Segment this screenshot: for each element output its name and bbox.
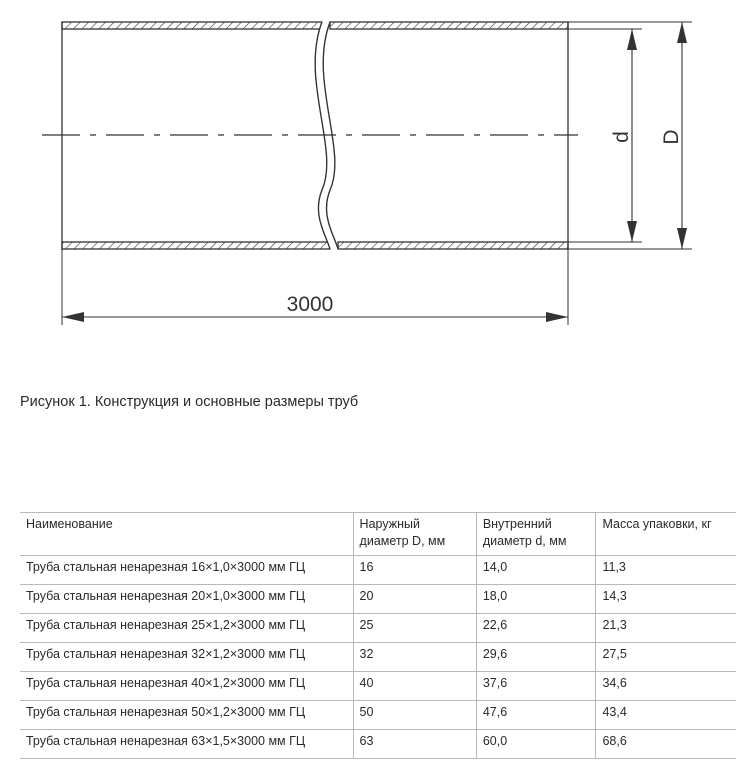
cell-name: Труба стальная ненарезная 16×1,0×3000 мм ГЦ: [20, 556, 353, 585]
cell-name: Труба стальная ненарезная 40×1,2×3000 мм ГЦ: [20, 672, 353, 701]
cell-outer-diameter: 63: [353, 730, 476, 759]
pipe-bottom-wall-left: [62, 242, 330, 249]
cell-outer-diameter: 50: [353, 701, 476, 730]
pipe-top-wall-right: [330, 22, 568, 29]
pipe-spec-table: [20, 512, 736, 759]
table-header-row: [20, 513, 736, 556]
table-row: [20, 730, 736, 759]
outer-diameter-label: D: [660, 129, 683, 145]
cell-package-mass: 27,5: [596, 643, 736, 672]
cell-name: Труба стальная ненарезная 25×1,2×3000 мм ГЦ: [20, 614, 353, 643]
cell-package-mass: 14,3: [596, 585, 736, 614]
header-outer-diameter: Наружный диаметр D, мм: [353, 513, 476, 556]
cell-package-mass: 21,3: [596, 614, 736, 643]
cell-name: Труба стальная ненарезная 63×1,5×3000 мм ГЦ: [20, 730, 353, 759]
table-row: [20, 701, 736, 730]
cell-name: Труба стальная ненарезная 20×1,0×3000 мм ГЦ: [20, 585, 353, 614]
cell-inner-diameter: 47,6: [476, 701, 596, 730]
cell-package-mass: 11,3: [596, 556, 736, 585]
table-row: [20, 672, 736, 701]
length-label: 3000: [286, 293, 334, 316]
cell-name: Труба стальная ненарезная 50×1,2×3000 мм ГЦ: [20, 701, 353, 730]
table-row: [20, 614, 736, 643]
cell-package-mass: 68,6: [596, 730, 736, 759]
header-inner-diameter: Внутренний диаметр d, мм: [476, 513, 596, 556]
cell-outer-diameter: 32: [353, 643, 476, 672]
cell-inner-diameter: 22,6: [476, 614, 596, 643]
cell-inner-diameter: 29,6: [476, 643, 596, 672]
figure-caption: Рисунок 1. Конструкция и основные размеры труб: [20, 394, 359, 410]
cell-outer-diameter: 16: [353, 556, 476, 585]
cell-inner-diameter: 14,0: [476, 556, 596, 585]
table-row: [20, 556, 736, 585]
header-package-mass: Масса упаковки, кг: [596, 513, 736, 556]
cell-outer-diameter: 40: [353, 672, 476, 701]
cell-outer-diameter: 20: [353, 585, 476, 614]
inner-diameter-label: d: [610, 131, 633, 143]
header-name: Наименование: [20, 513, 353, 556]
cell-inner-diameter: 37,6: [476, 672, 596, 701]
cell-inner-diameter: 18,0: [476, 585, 596, 614]
cell-package-mass: 34,6: [596, 672, 736, 701]
cell-name: Труба стальная ненарезная 32×1,2×3000 мм ГЦ: [20, 643, 353, 672]
table-body: [20, 556, 736, 759]
table-row: [20, 643, 736, 672]
cell-outer-diameter: 25: [353, 614, 476, 643]
pipe-drawing: [0, 0, 755, 340]
cell-inner-diameter: 60,0: [476, 730, 596, 759]
table-row: [20, 585, 736, 614]
pipe-bottom-wall-right: [338, 242, 568, 249]
cell-package-mass: 43,4: [596, 701, 736, 730]
pipe-top-wall-left: [62, 22, 322, 29]
